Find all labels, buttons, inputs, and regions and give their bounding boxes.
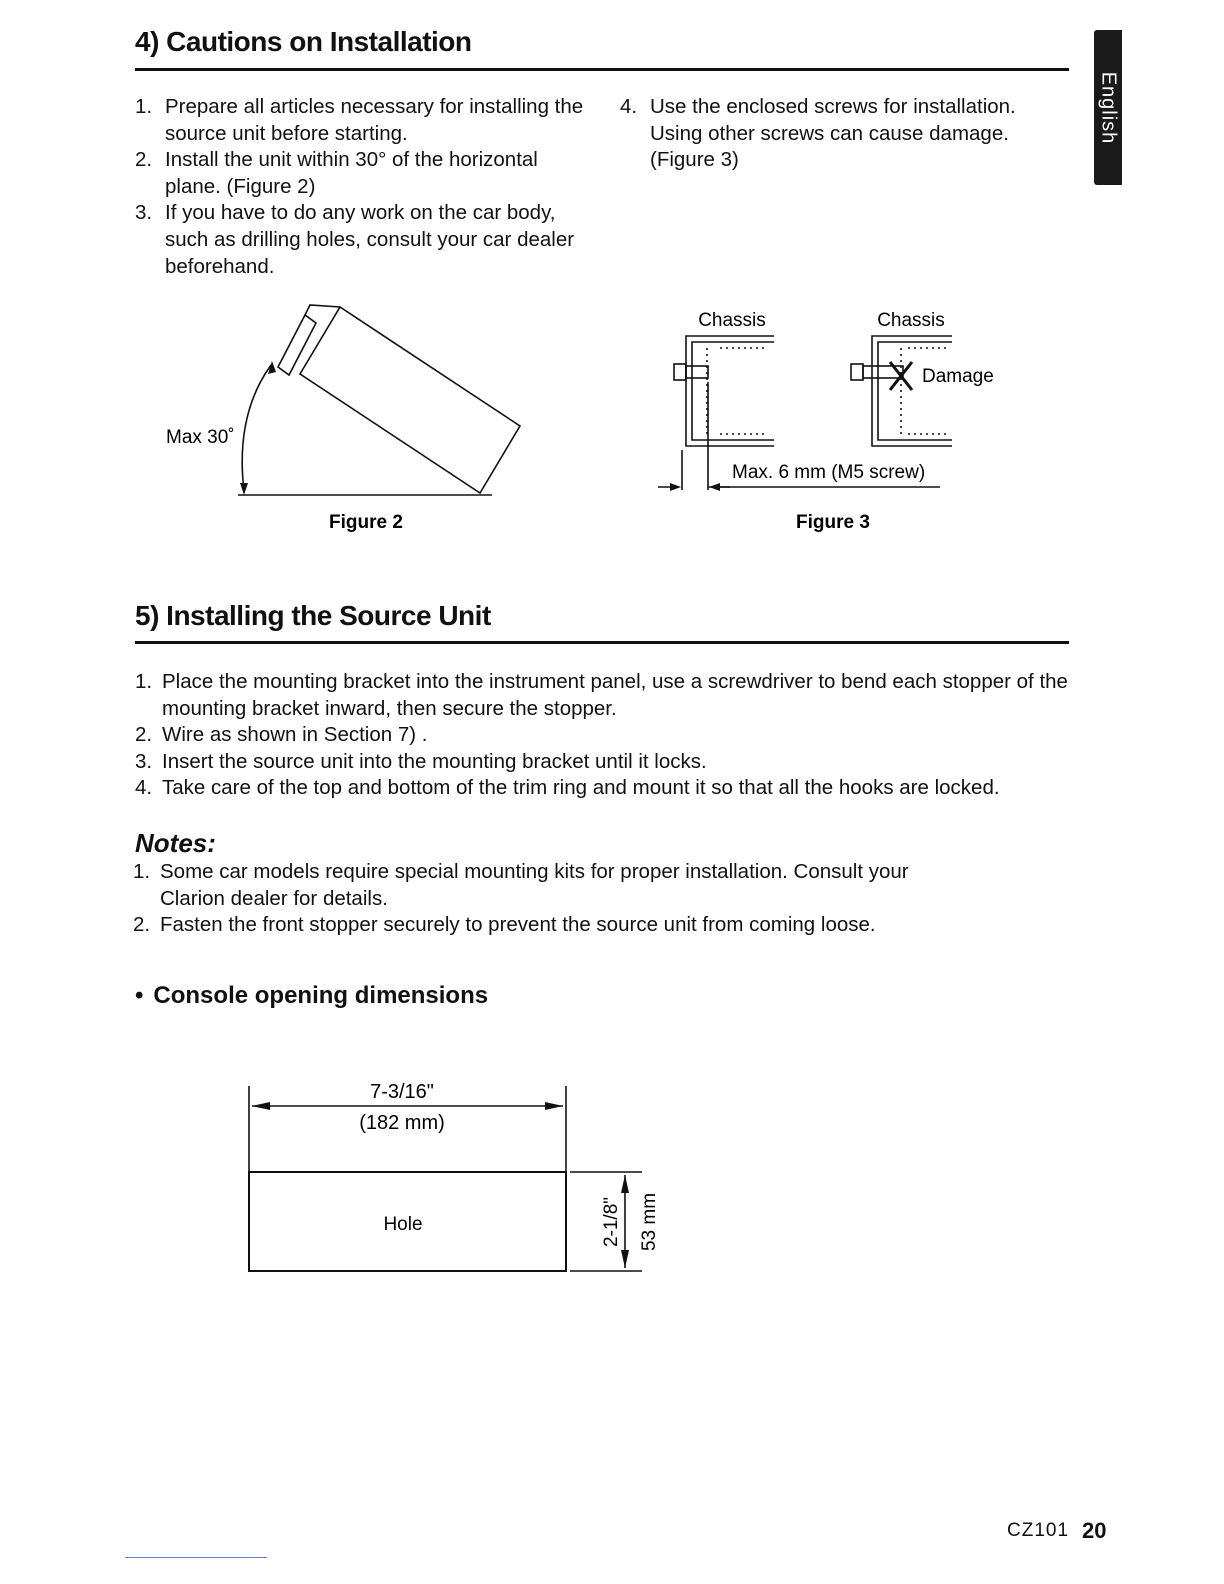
notes-list: [133, 859, 933, 939]
figure2-diagram: [150, 295, 550, 545]
notes-title: Notes:: [135, 828, 216, 858]
list-item: 1. Place the mounting bracket into the instrument panel, use a screwdriver to bend each stopper of the mounting bracket inward, then secure the stopper.: [135, 670, 1068, 720]
section4-title: 4) Cautions on Installation: [135, 26, 472, 57]
footer-page-number: 20: [1082, 1518, 1107, 1543]
figure3-screw-label: Max. 6 mm (M5 screw): [732, 462, 926, 483]
figure3-caption: Figure 3: [796, 512, 870, 533]
console-width-in: 7-3/16": [370, 1081, 434, 1103]
figure2-angle-label: Max 30˚: [166, 427, 235, 448]
console-hole-label: Hole: [383, 1214, 423, 1235]
list-item: 3. Insert the source unit into the mounting bracket until it locks.: [135, 749, 707, 773]
section5-rule: [135, 641, 1069, 644]
console-height-in: 2-1/8": [601, 1196, 622, 1248]
section5-list: [135, 669, 1085, 802]
figure2-caption: Figure 2: [329, 512, 403, 533]
figure3-chassis-left: Chassis: [698, 310, 766, 331]
section4-left-list: [135, 94, 595, 280]
section5-title: 5) Installing the Source Unit: [135, 600, 491, 631]
list-item: 4. Use the enclosed screws for installation. Using other screws can cause damage. (Figure 3): [620, 95, 1016, 172]
footer-model: CZ101: [1007, 1520, 1070, 1541]
language-tab-label: English: [1097, 71, 1120, 144]
figure3-diagram: [650, 300, 1010, 545]
section4-right-list: [620, 94, 1050, 174]
language-tab: [1094, 30, 1122, 185]
list-item: 4. Take care of the top and bottom of the trim ring and mount it so that all the hooks are locked.: [135, 776, 1000, 800]
list-item: 1. Some car models require special mounting kits for proper installation. Consult your Clarion dealer for details.: [133, 860, 909, 910]
console-height-mm: 53 mm: [639, 1192, 660, 1252]
footer-divider: [125, 1557, 267, 1558]
console-diagram: [240, 1080, 670, 1280]
list-item: 2. Fasten the front stopper securely to prevent the source unit from coming loose.: [133, 913, 876, 937]
figure3-chassis-right: Chassis: [877, 310, 945, 331]
bullet-icon: •: [135, 982, 144, 1009]
list-item: 1. Prepare all articles necessary for installing the source unit before starting.: [135, 95, 584, 145]
section4-rule: [135, 68, 1069, 71]
list-item: 3. If you have to do any work on the car body, such as drilling holes, consult your car dealer beforehand.: [135, 201, 575, 278]
console-width-mm: (182 mm): [359, 1112, 445, 1134]
figure3-damage-label: Damage: [922, 366, 994, 387]
console-heading: • Console opening dimensions: [135, 982, 489, 1009]
list-item: 2. Wire as shown in Section 7) .: [135, 723, 428, 747]
list-item: 2. Install the unit within 30° of the horizontal plane. (Figure 2): [135, 148, 538, 198]
